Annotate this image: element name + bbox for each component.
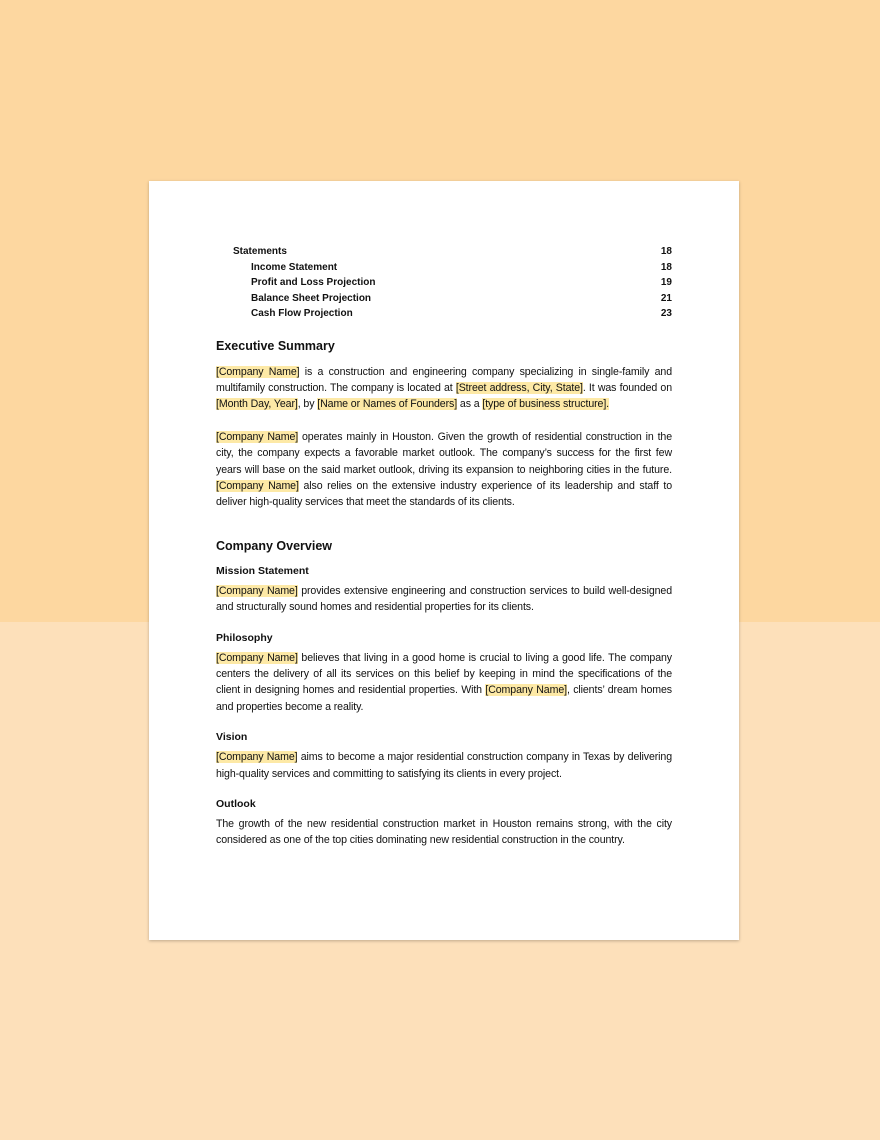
placeholder-field: [Company Name] [216, 430, 299, 443]
text-run: operates mainly in Houston. Given the growth of residential construction in the city, the company expects a favorable market outlook. The company’s success for the first few years will base on the said market outlook, driving its expansion to neighboring cities in the future. [216, 430, 673, 476]
text-run: The growth of the new residential construction market in Houston remains strong, with the city considered as one of the top cities dominating new residential construction in the country. [216, 818, 672, 847]
document-page [149, 181, 739, 940]
toc-entry-title: Statements [233, 246, 287, 257]
toc-entry-page: 18 [660, 261, 672, 273]
executive-summary-heading: Executive Summary [216, 338, 335, 353]
text-run: also relies on the extensive industry experience of its leadership and staff to deliver high-quality services that meet the standards of its clients. [216, 479, 672, 509]
placeholder-field: [Name or Names of Founders] [317, 398, 458, 411]
toc-entry[interactable] [216, 306, 672, 322]
paragraph [216, 364, 672, 413]
subsection-heading: Vision [216, 731, 248, 744]
text-run: believes that living in a good home is crucial to living a good life. The company centers the delivery of all its services on this belief by keeping in mind the specifications of the client in designing homes and residential properties. With [216, 651, 672, 697]
text-run: , by [297, 398, 318, 411]
toc-entry[interactable] [216, 260, 672, 276]
text-run: provides extensive engineering and construction services to build well-designed and structurally sound homes and residential properties for its clients. [216, 584, 673, 614]
paragraph [216, 650, 672, 716]
toc-entry[interactable] [216, 275, 672, 291]
company-overview [216, 563, 672, 849]
executive-summary [216, 364, 672, 511]
placeholder-field: [Company Name] [216, 479, 299, 492]
subsection-heading: Philosophy [216, 631, 273, 644]
toc-entry-page: 21 [660, 292, 672, 304]
paragraph [216, 429, 672, 511]
placeholder-field: [Street address, City, State] [455, 381, 583, 394]
toc-entry-page: 23 [660, 308, 672, 319]
placeholder-field: [Company Name] [216, 584, 298, 597]
text-run: , clients’ dream homes and properties become a reality. [216, 684, 672, 713]
placeholder-field: [Company Name] [216, 751, 298, 764]
table-of-contents [216, 244, 672, 322]
document-content [216, 244, 672, 849]
toc-entry-page: 18 [660, 246, 672, 257]
paragraph [216, 749, 672, 782]
toc-entry-page: 19 [660, 277, 672, 288]
toc-entry-title: Balance Sheet Projection [251, 292, 372, 304]
placeholder-field: [Company Name] [216, 651, 298, 664]
placeholder-field: [Company Name] [216, 365, 300, 378]
paragraph [216, 583, 672, 616]
text-run: aims to become a major residential construction company in Texas by delivering high-quality services and committing to satisfying its clients in every project. [216, 751, 673, 780]
placeholder-field: [Month Day, Year] [216, 398, 298, 411]
subsection-heading: Outlook [216, 798, 256, 810]
text-run: . It was founded on [582, 381, 672, 394]
toc-entry[interactable] [216, 291, 672, 307]
toc-entry[interactable] [216, 244, 672, 260]
company-overview-heading: Company Overview [216, 538, 333, 553]
placeholder-field: [type of business structure]. [482, 398, 610, 411]
toc-entry-title: Cash Flow Projection [251, 308, 353, 319]
toc-entry-title: Income Statement [251, 261, 338, 273]
text-run: is a construction and engineering company specializing in single-family and multifamily construction. The company is located at [216, 365, 673, 394]
toc-entry-title: Profit and Loss Projection [251, 277, 376, 288]
paragraph [216, 816, 672, 849]
placeholder-field: [Company Name] [485, 684, 567, 697]
text-run: as a [457, 398, 483, 411]
subsection-heading: Mission Statement [216, 564, 309, 577]
